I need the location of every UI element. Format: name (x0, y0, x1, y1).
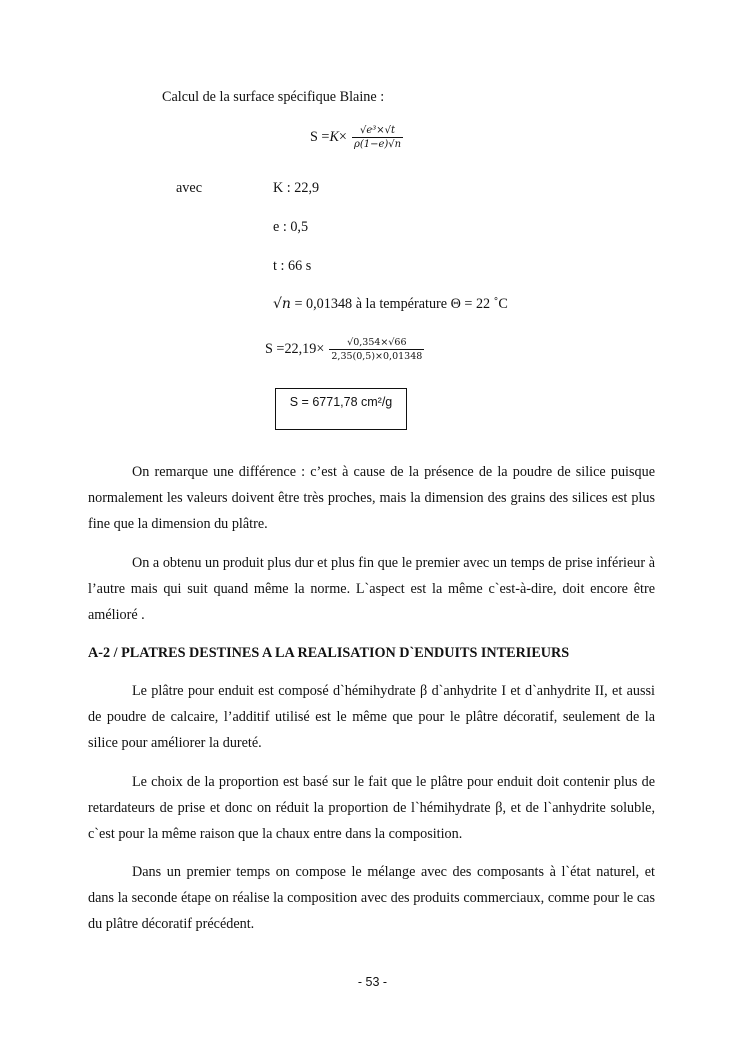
formula-k-symbol: K (329, 129, 339, 145)
formula-fraction (352, 125, 403, 150)
page-number: - 53 - (357, 975, 388, 989)
formula-denominator: ρ(1−e)√n (353, 139, 402, 150)
numeric-formula-lhs: S =22,19× (265, 341, 325, 357)
section-heading: A-2 / PLATRES DESTINES A LA REALISATION D`ENDUITS INTERIEURS (88, 645, 570, 661)
variable-k: K : 22,9 (273, 180, 320, 196)
formula-times: × (338, 129, 347, 145)
numeric-formula (265, 337, 424, 362)
variable-e: e : 0,5 (273, 219, 309, 235)
variable-n-text: = 0,01348 à la température Θ = 22 ˚C (290, 296, 508, 312)
variable-n (273, 296, 508, 313)
paragraph-enduit: Le plâtre pour enduit est composé d`hémihydrate β d`anhydrite I et d`anhydrite II, et aussi de poudre de calcaire, l’additif utilisé est le même que pour le plâtre décoratif, seulement de la silice pour améliorer la dureté. (88, 683, 655, 751)
avec-label: avec (176, 180, 202, 196)
result-box (275, 388, 407, 430)
variable-t: t : 66 s (273, 258, 312, 274)
numeric-fraction (329, 337, 424, 362)
result-value: S = 6771,78 cm²/g (289, 395, 393, 409)
sqrt-n-symbol: √n (273, 296, 291, 312)
paragraph-difference: On remarque une différence : c’est à cause de la présence de la poudre de silice puisque normalement les valeurs doivent être très proches, mais la dimension des grains des silices est plus fine que la dimension du plâtre. (88, 464, 655, 532)
paragraph-proportion: Le choix de la proportion est basé sur le fait que le plâtre pour enduit doit contenir plus de retardateurs de prise et donc on réduit la proportion de l`hémihydrate β, et de l`anhydrite soluble, c`est pour la même raison que la chaux entre dans la composition. (88, 774, 655, 842)
paragraph-produit: On a obtenu un produit plus dur et plus fin que le premier avec un temps de prise inférieur à l’autre mais qui suit quand même la norme. L`aspect est la même c`est-à-dire, doit encore être amélioré . (88, 555, 655, 623)
blaine-formula (310, 125, 403, 150)
formula-numerator: √e³×√t (359, 125, 396, 136)
intro-line: Calcul de la surface spécifique Blaine : (162, 89, 385, 105)
numeric-numerator: √0,354×√66 (347, 337, 407, 348)
numeric-denominator: 2,35(0,5)×0,01348 (331, 351, 423, 362)
formula-lhs: S = (310, 129, 330, 145)
paragraph-melange: Dans un premier temps on compose le mélange avec des composants à l`état naturel, et dans la seconde étape on réalise la composition avec des produits commerciaux, comme pour le cas du plâtre décoratif précédent. (88, 864, 655, 932)
